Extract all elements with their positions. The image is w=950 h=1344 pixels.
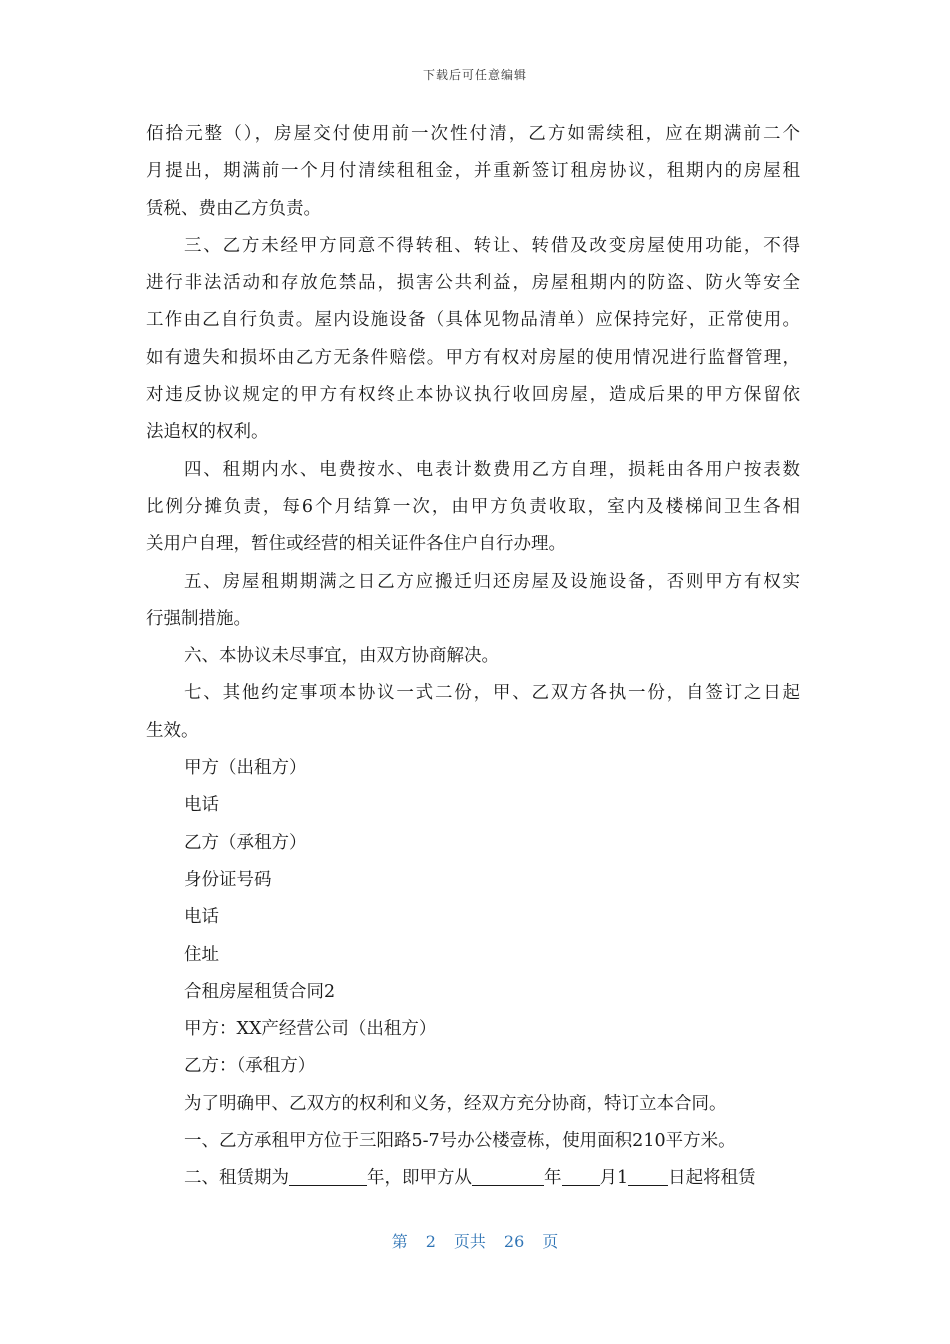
signature-label: 电话 (184, 795, 219, 816)
signature-label: 身份证号码 (184, 869, 272, 890)
paragraph-line: 佰拾元整（），房屋交付使用前一次性付清，乙方如需续租，应在期满前二个 (146, 124, 800, 144)
signature-label: 乙方（承租方） (184, 832, 307, 853)
paragraph-line: 工作由乙自行负责。屋内设施设备（具体见物品清单）应保持完好，正常使用。 (146, 310, 800, 331)
document-body (146, 116, 800, 1198)
paragraph-line: 比例分摊负责，每6个月结算一次，由甲方负责收取，室内及楼梯间卫生各相 (146, 496, 800, 517)
paragraph-line: 对违反协议规定的甲方有权终止本协议执行收回房屋，造成后果的甲方保留依 (146, 385, 800, 406)
paragraph-line: 行强制措施。 (146, 608, 251, 629)
section-title: 合租房屋租赁合同2 (184, 981, 336, 1002)
paragraph-line: 为了明确甲、乙双方的权利和义务，经双方充分协商，特订立本合同。 (184, 1093, 727, 1114)
paragraph-line: 七、其他约定事项本协议一式二份，甲、乙双方各执一份，自签订之日起 (184, 683, 800, 704)
paragraph-line: 如有遗失和损坏由乙方无条件赔偿。甲方有权对房屋的使用情况进行监督管理， (146, 347, 800, 368)
blank-underline (628, 1165, 668, 1186)
paragraph-line: 乙方：（承租方） (184, 1056, 316, 1077)
footer-suffix: 页 (542, 1232, 559, 1251)
page-footer (0, 1229, 950, 1252)
paragraph-line: 一、乙方承租甲方位于三阳路5-7号办公楼壹栋，使用面积210平方米。 (184, 1131, 736, 1152)
blank-underline (472, 1165, 544, 1186)
paragraph-line: 生效。 (146, 720, 199, 741)
text-fragment: 月1 (599, 1168, 629, 1189)
paragraph-line-with-blanks (146, 1160, 800, 1197)
footer-middle: 页共 (453, 1232, 486, 1251)
paragraph-line: 赁税、费由乙方负责。 (146, 198, 321, 219)
text-fragment: 二、租赁期为 (184, 1168, 289, 1189)
text-fragment: 日起将租赁 (668, 1168, 756, 1189)
paragraph-line: 法追权的权利。 (146, 422, 269, 443)
signature-label: 甲方（出租方） (184, 758, 307, 779)
footer-prefix: 第 (391, 1232, 408, 1251)
total-page-number: 26 (503, 1232, 525, 1251)
current-page-number: 2 (425, 1232, 436, 1251)
paragraph-line: 六、本协议未尽事宜，由双方协商解决。 (184, 646, 499, 667)
blank-underline (562, 1165, 600, 1186)
page-header: 下载后可任意编辑 (422, 68, 527, 82)
signature-label: 电话 (184, 907, 219, 928)
paragraph-line: 甲方：XX产经营公司（出租方） (184, 1019, 437, 1040)
blank-underline (289, 1165, 367, 1186)
paragraph-line: 月提出，期满前一个月付清续租租金，并重新签订租房协议，租期内的房屋租 (146, 161, 800, 182)
paragraph-line: 五、房屋租期期满之日乙方应搬迁归还房屋及设施设备，否则甲方有权实 (184, 571, 800, 592)
paragraph-line: 四、租期内水、电费按水、电表计数费用乙方自理，损耗由各用户按表数 (184, 459, 800, 480)
text-fragment: 年，即甲方从 (367, 1168, 472, 1189)
paragraph-line: 关用户自理，暂住或经营的相关证件各住户自行办理。 (146, 534, 566, 555)
signature-label: 住址 (184, 944, 219, 965)
text-fragment: 年 (544, 1168, 562, 1189)
paragraph-line: 三、乙方未经甲方同意不得转租、转让、转借及改变房屋使用功能，不得 (184, 235, 800, 256)
paragraph-line: 进行非法活动和存放危禁品，损害公共利益，房屋租期内的防盗、防火等安全 (146, 273, 800, 294)
